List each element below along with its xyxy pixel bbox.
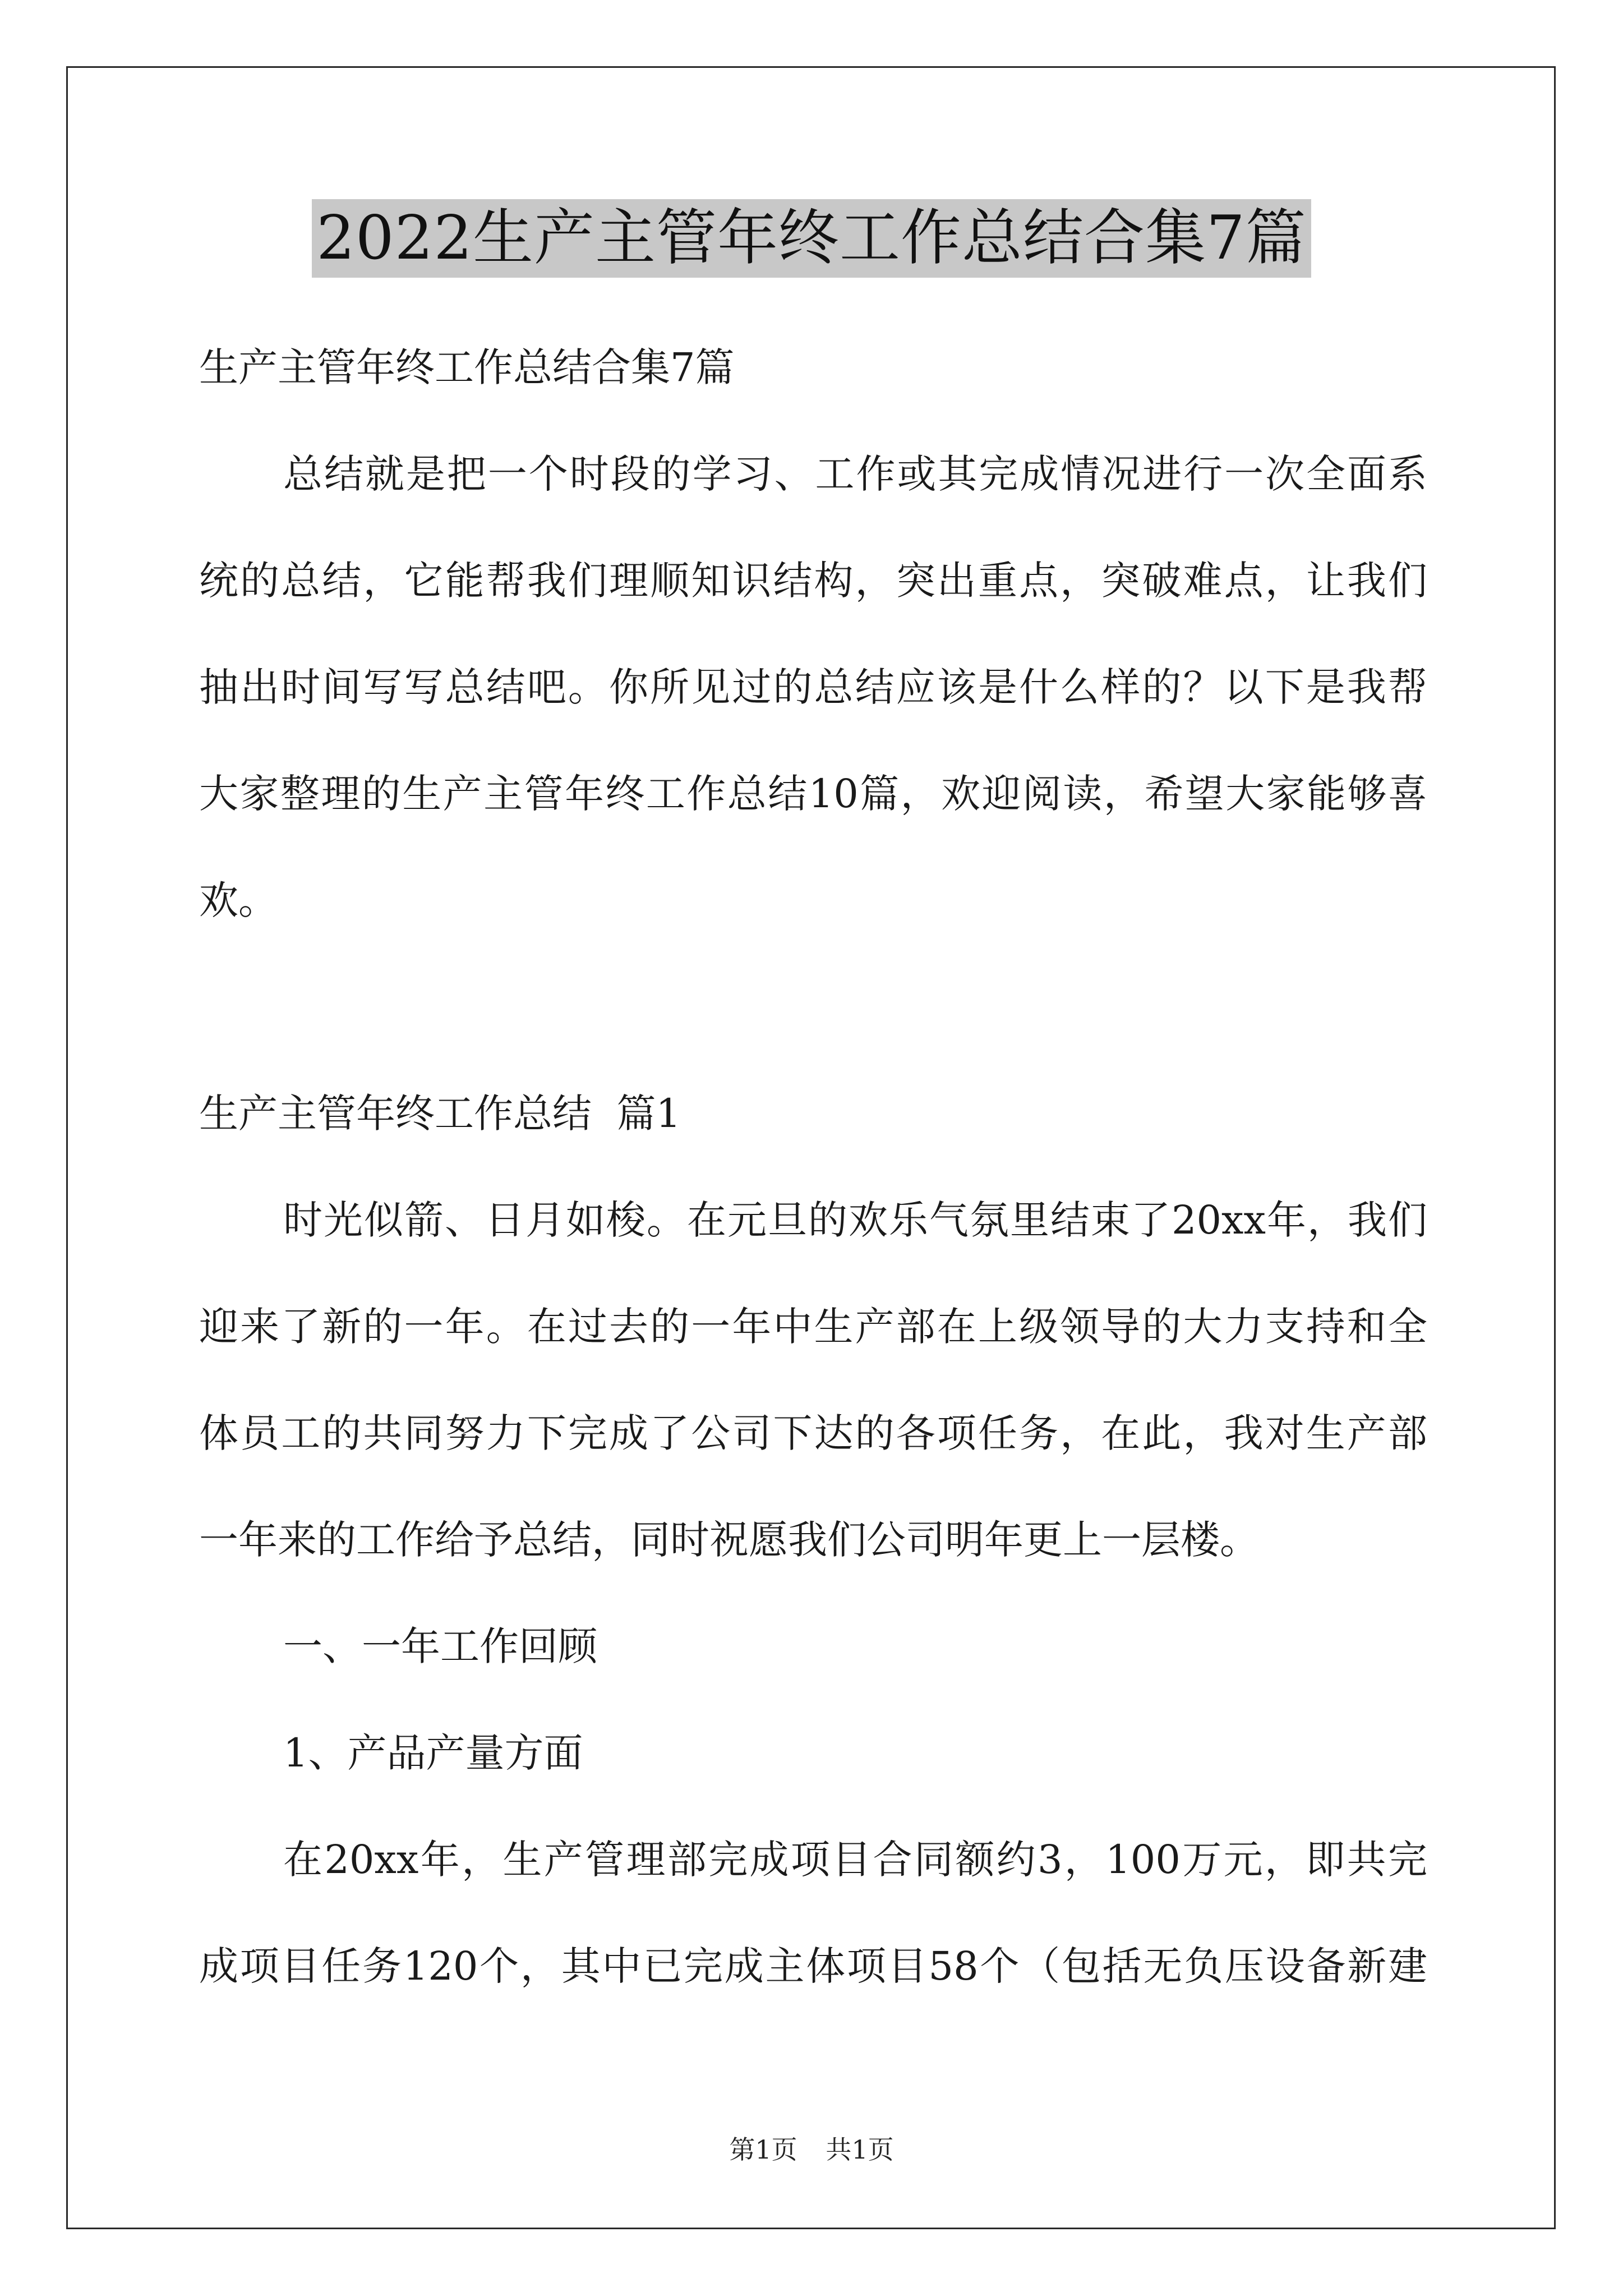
- page-total: 共1页: [826, 2134, 894, 2165]
- title-container: [0, 199, 1623, 278]
- document-title: 2022生产主管年终工作总结合集7篇: [312, 199, 1311, 278]
- para1-line-4: 一年来的工作给予总结，同时祝愿我们公司明年更上一层楼。: [199, 1517, 1259, 1563]
- para1-line-1: 时光似箭、日月如梭。在元旦的欢乐气氛里结束了20xx年，我们: [283, 1197, 1427, 1243]
- section-heading: 生产主管年终工作总结 篇1: [199, 1091, 681, 1137]
- intro-line-5: 欢。: [199, 877, 278, 923]
- document-body: [199, 314, 1427, 2019]
- intro-line-3: 抽出时间写写总结吧。你所见过的总结应该是什么样的？以下是我帮: [199, 664, 1427, 710]
- subtitle: 生产主管年终工作总结合集7篇: [199, 344, 735, 390]
- intro-line-2: 统的总结，它能帮我们理顺知识结构，突出重点，突破难点，让我们: [199, 558, 1427, 604]
- spacer: [199, 954, 1427, 1060]
- para1-line-3: 体员工的共同努力下完成了公司下达的各项任务，在此，我对生产部: [199, 1410, 1427, 1456]
- para1-line-2: 迎来了新的一年。在过去的一年中生产部在上级领导的大力支持和全: [199, 1304, 1427, 1350]
- item-heading-output: 1、产品产量方面: [283, 1730, 583, 1776]
- intro-line-1: 总结就是把一个时段的学习、工作或其完成情况进行一次全面系: [283, 451, 1427, 497]
- para2-line-1: 在20xx年，生产管理部完成项目合同额约3，100万元，即共完: [283, 1837, 1427, 1883]
- item-heading-review: 一、一年工作回顾: [283, 1623, 597, 1669]
- page-number: 第1页: [729, 2134, 797, 2165]
- para2-line-2: 成项目任务120个，其中已完成主体项目58个（包括无负压设备新建: [199, 1943, 1427, 1989]
- page-footer: [0, 2133, 1623, 2166]
- intro-line-4: 大家整理的生产主管年终工作总结10篇，欢迎阅读，希望大家能够喜: [199, 771, 1427, 817]
